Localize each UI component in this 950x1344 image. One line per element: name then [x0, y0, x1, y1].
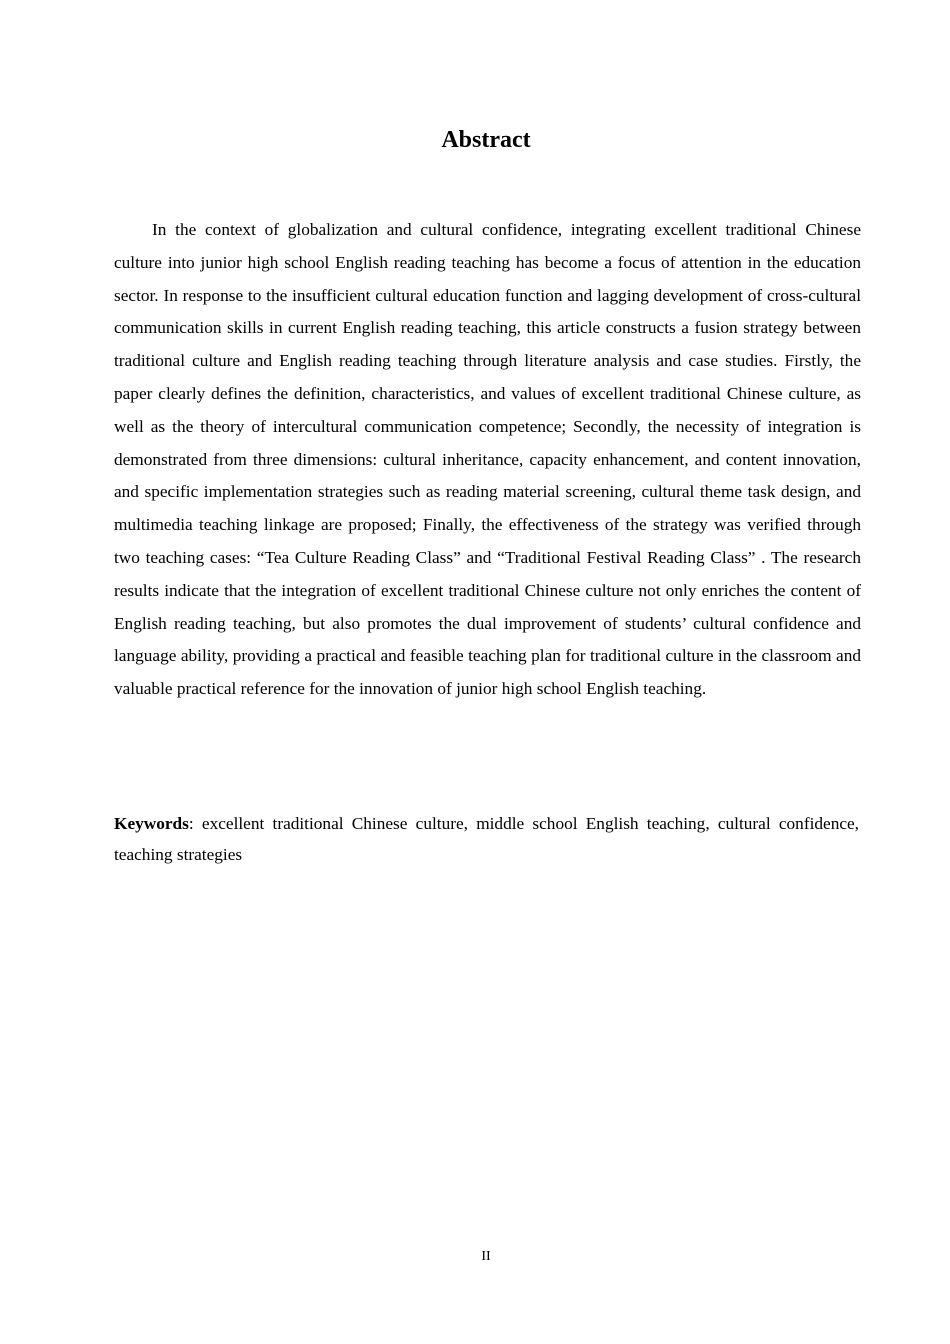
keywords-separator: :: [188, 814, 194, 833]
keywords-paragraph: [114, 808, 859, 870]
keywords-list: excellent traditional Chinese culture, middle school English teaching, cultural confidence, teaching strategies: [114, 814, 859, 864]
abstract-paragraph: In the context of globalization and cultural confidence, integrating excellent traditional Chinese culture into junior high school English reading teaching has become a focus of attention in the education sector. In response to the insufficient cultural education function and lagging development of cross-cultural communication skills in current English reading teaching, this article constructs a fusion strategy between traditional culture and English reading teaching through literature analysis and case studies. Firstly, the paper clearly defines the definition, characteristics, and values of excellent traditional Chinese culture, as well as the theory of intercultural communication competence; Secondly, the necessity of integration is demonstrated from three dimensions: cultural inheritance, capacity enhancement, and content innovation, and specific implementation strategies such as reading material screening, cultural theme task design, and multimedia teaching linkage are proposed; Finally, the effectiveness of the strategy was verified through two teaching cases: “Tea Culture Reading Class” and “Traditional Festival Reading Class” . The research results indicate that the integration of excellent traditional Chinese culture not only enriches the content of English reading teaching, but also promotes the dual improvement of students’ cultural confidence and language ability, providing a practical and feasible teaching plan for traditional culture in the classroom and valuable practical reference for the innovation of junior high school English teaching.: [114, 220, 861, 699]
keywords-label: Keywords: [114, 814, 189, 833]
page-number: II: [481, 1249, 491, 1264]
page-title: Abstract: [441, 127, 531, 153]
